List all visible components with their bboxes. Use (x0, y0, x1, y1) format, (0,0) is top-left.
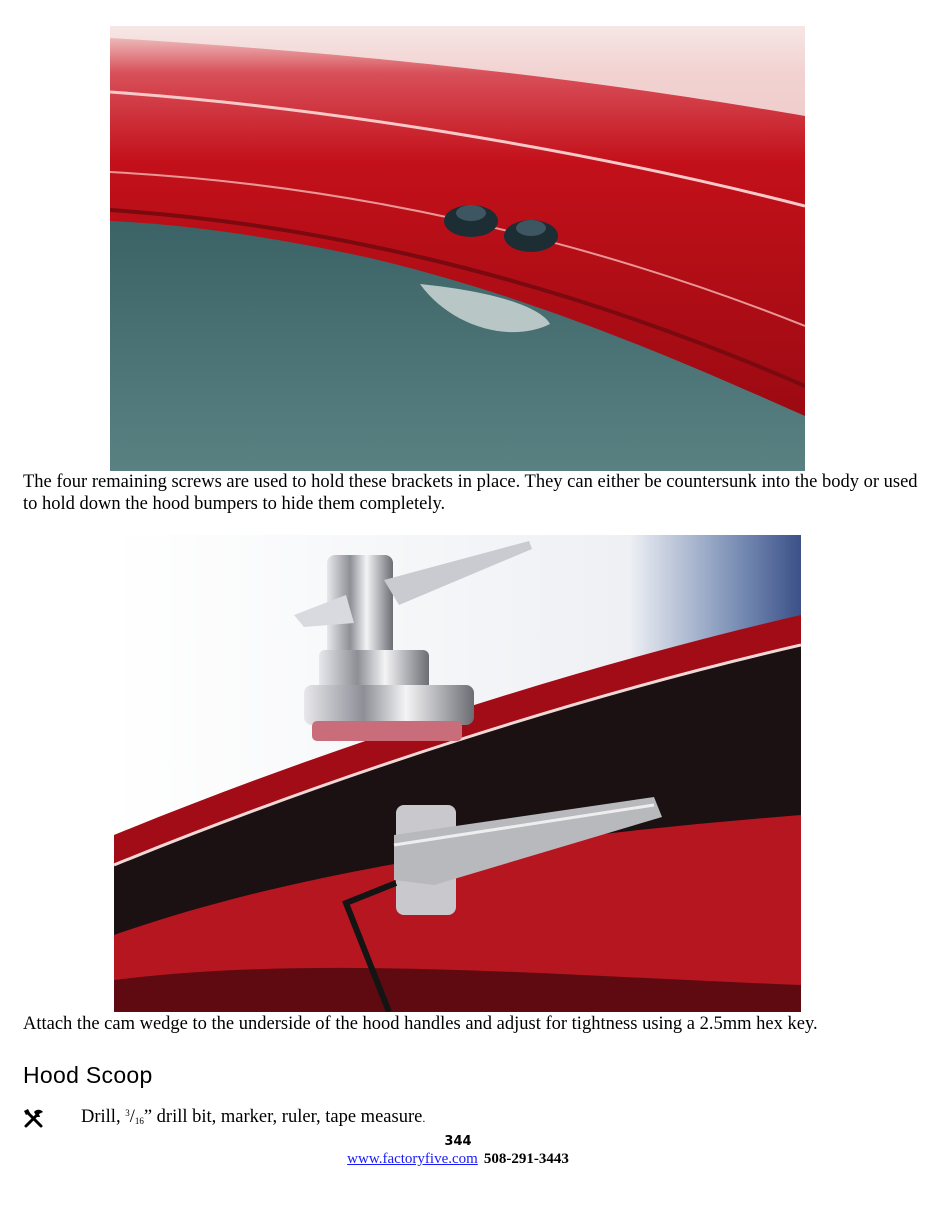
section-heading-hood-scoop: Hood Scoop (23, 1062, 153, 1088)
tools-trailing-dot: . (422, 1111, 426, 1125)
fraction-slash: / (129, 1107, 135, 1127)
tools-prefix: Drill, (81, 1107, 126, 1127)
phone-number: 508-291-3443 (483, 1151, 569, 1167)
website-link[interactable]: www.factoryfive.com (347, 1151, 478, 1167)
hood-bracket-photo (110, 26, 805, 471)
fraction-denominator: 16 (134, 1116, 144, 1126)
tools-suffix: ” drill bit, marker, ruler, tape measure (143, 1107, 423, 1127)
tools-required-line (23, 1106, 923, 1134)
page-footer (0, 1133, 916, 1169)
hood-handle-cam-wedge-photo (114, 535, 801, 1012)
footer-contact-line (0, 1150, 916, 1169)
page-number: 344 (444, 1134, 472, 1149)
fraction-numerator: 3 (125, 1108, 130, 1118)
cam-wedge-paragraph: Attach the cam wedge to the underside of the hood handles and adjust for tightness using a 2.5mm hex key. (23, 1014, 818, 1034)
tools-icon (23, 1108, 45, 1130)
bracket-screws-paragraph: The four remaining screws are used to hold these brackets in place. They can either be countersunk into the body or used to hold down the hood bumpers to hide them completely. (23, 472, 918, 514)
tools-list (81, 1107, 425, 1128)
